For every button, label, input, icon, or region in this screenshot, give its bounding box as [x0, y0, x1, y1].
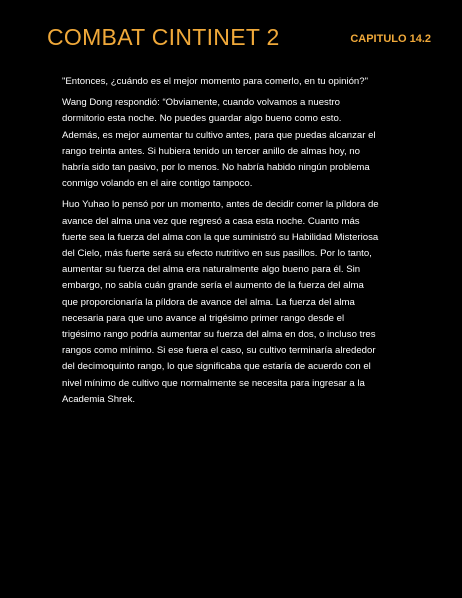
chapter-label: CAPITULO 14.2: [350, 33, 431, 45]
chapter-body: [62, 74, 380, 413]
paragraph-1: "Entonces, ¿cuándo es el mejor momento para comerlo, en tu opinión?": [62, 76, 368, 87]
paragraph-3: Huo Yuhao lo pensó por un momento, antes de decidir comer la píldora de avance del alma una vez que regresó a casa esta noche. Cuanto más fuerte sea la fuerza del alma con la que suministró su Habilidad Misteriosa del Cielo, más fuerte será su efecto nutritivo en sus pasillos. Por lo tanto, aumentar su fuerza del alma era naturalmente algo bueno para él. Sin embargo, no sabía cuán grande sería el aumento de la fuerza del alma que proporcionaría la píldora de avance del alma. La fuerza del alma necesaria para que uno avance al trigésimo primer rango desde el trigésimo rango podría aumentar su fuerza del alma en dos, o incluso tres rangos como mínimo. Si ese fuera el caso, su cultivo terminaría alrededor del decimoquinto rango, lo que significaba que estaría de acuerdo con el nivel mínimo de cultivo que normalmente se necesita para ingresar a la Academia Shrek.: [62, 199, 379, 405]
book-title: COMBAT CINTINET 2: [47, 24, 280, 50]
paragraph-2: Wang Dong respondió: “Obviamente, cuando volvamos a nuestro dormitorio esta noche. No puedes guardar algo bueno como esto. Además, es mejor aumentar tu cultivo antes, para que puedas alcanzar el rango treinta antes. Si hubiera tenido un tercer anillo de almas hoy, no habría sido tan pasivo, por lo menos. No habría habido ningún problema conmigo volando en el aire contigo tampoco.: [62, 97, 376, 190]
